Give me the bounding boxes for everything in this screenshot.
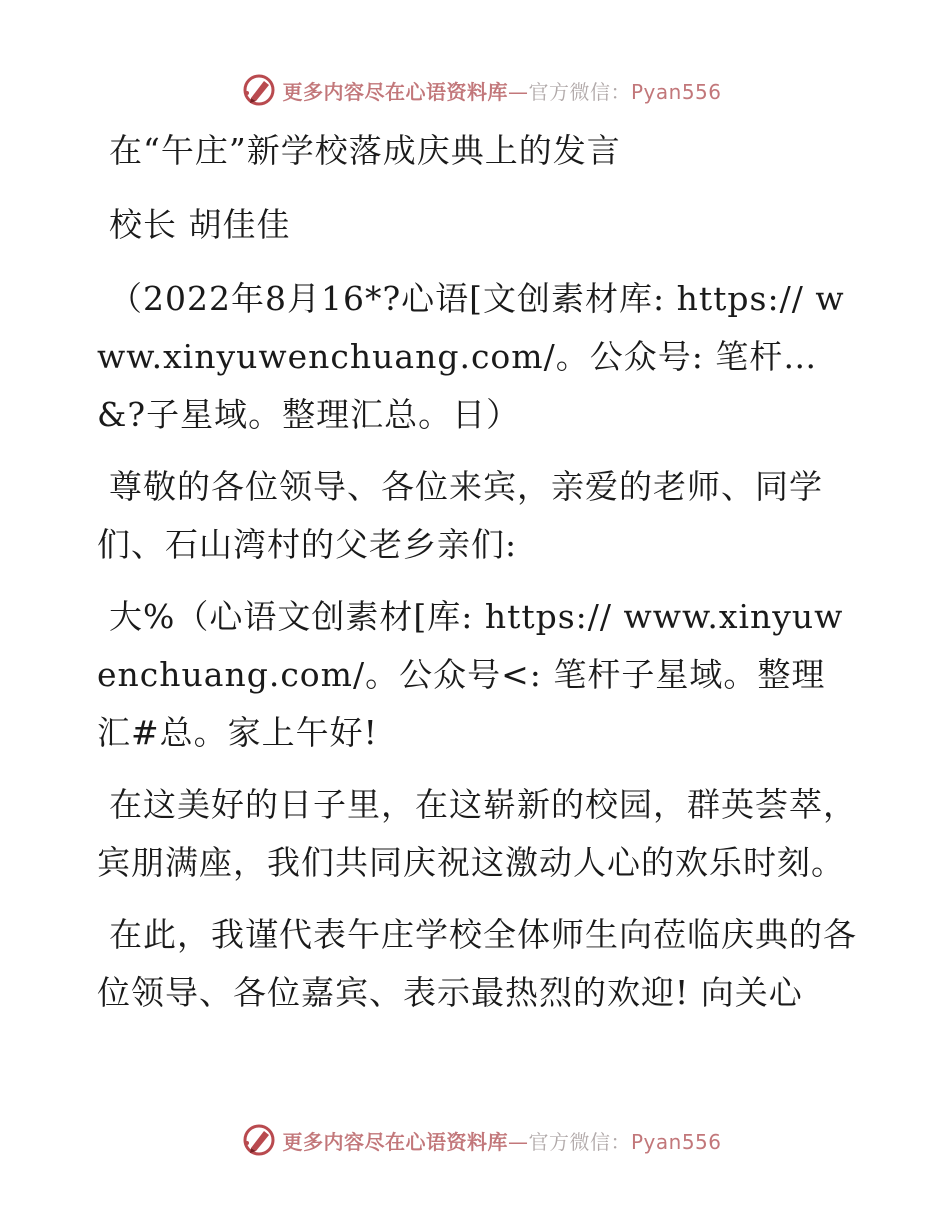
footer-slogan: 更多内容尽在心语资料库 (282, 1129, 508, 1154)
document-title: 在“午庄”新学校落成庆典上的发言 (109, 131, 621, 170)
pen-logo-icon (242, 73, 276, 107)
header-dash: — (507, 79, 529, 104)
footer-wechat-label: 官方微信： (528, 1129, 631, 1154)
document-paragraph-1: 在这美好的日子里，在这崭新的校园，群英荟萃，宾朋满座，我们共同庆祝这激动人心的欢乐时刻。 (97, 785, 857, 882)
document-paragraph-2: 在此，我谨代表午庄学校全体师生向莅临庆典的各位领导、各位嘉宾、表示最热烈的欢迎! 向关心 (97, 915, 857, 1012)
footer-banner (0, 1120, 950, 1160)
document-salutation: 尊敬的各位领导、各位来宾，亲爱的老师、同学们、石山湾村的父老乡亲们: (97, 467, 823, 564)
document-date-line: （2022年8月16*?心语[文创素材库: https:// www.xinyuwenchuang.com/。公众号: 笔杆…&?子星域。整理汇总。日） (97, 279, 845, 434)
header-slogan: 更多内容尽在心语资料库 (282, 79, 508, 104)
footer-banner-text (282, 1126, 721, 1155)
footer-account: Pyan556 (630, 1129, 722, 1154)
document-author: 校长 胡佳佳 (109, 205, 291, 244)
footer-dash: — (507, 1129, 529, 1154)
header-account: Pyan556 (630, 79, 722, 104)
header-banner (0, 70, 950, 110)
header-banner-text (282, 76, 721, 105)
document-greeting: 大%（心语文创素材[库: https:// www.xinyuwenchuang.com/。公众号<: 笔杆子星域。整理汇#总。家上午好! (97, 597, 844, 752)
pen-logo-icon (242, 1123, 276, 1157)
document-body (97, 122, 857, 1036)
header-wechat-label: 官方微信： (528, 79, 631, 104)
